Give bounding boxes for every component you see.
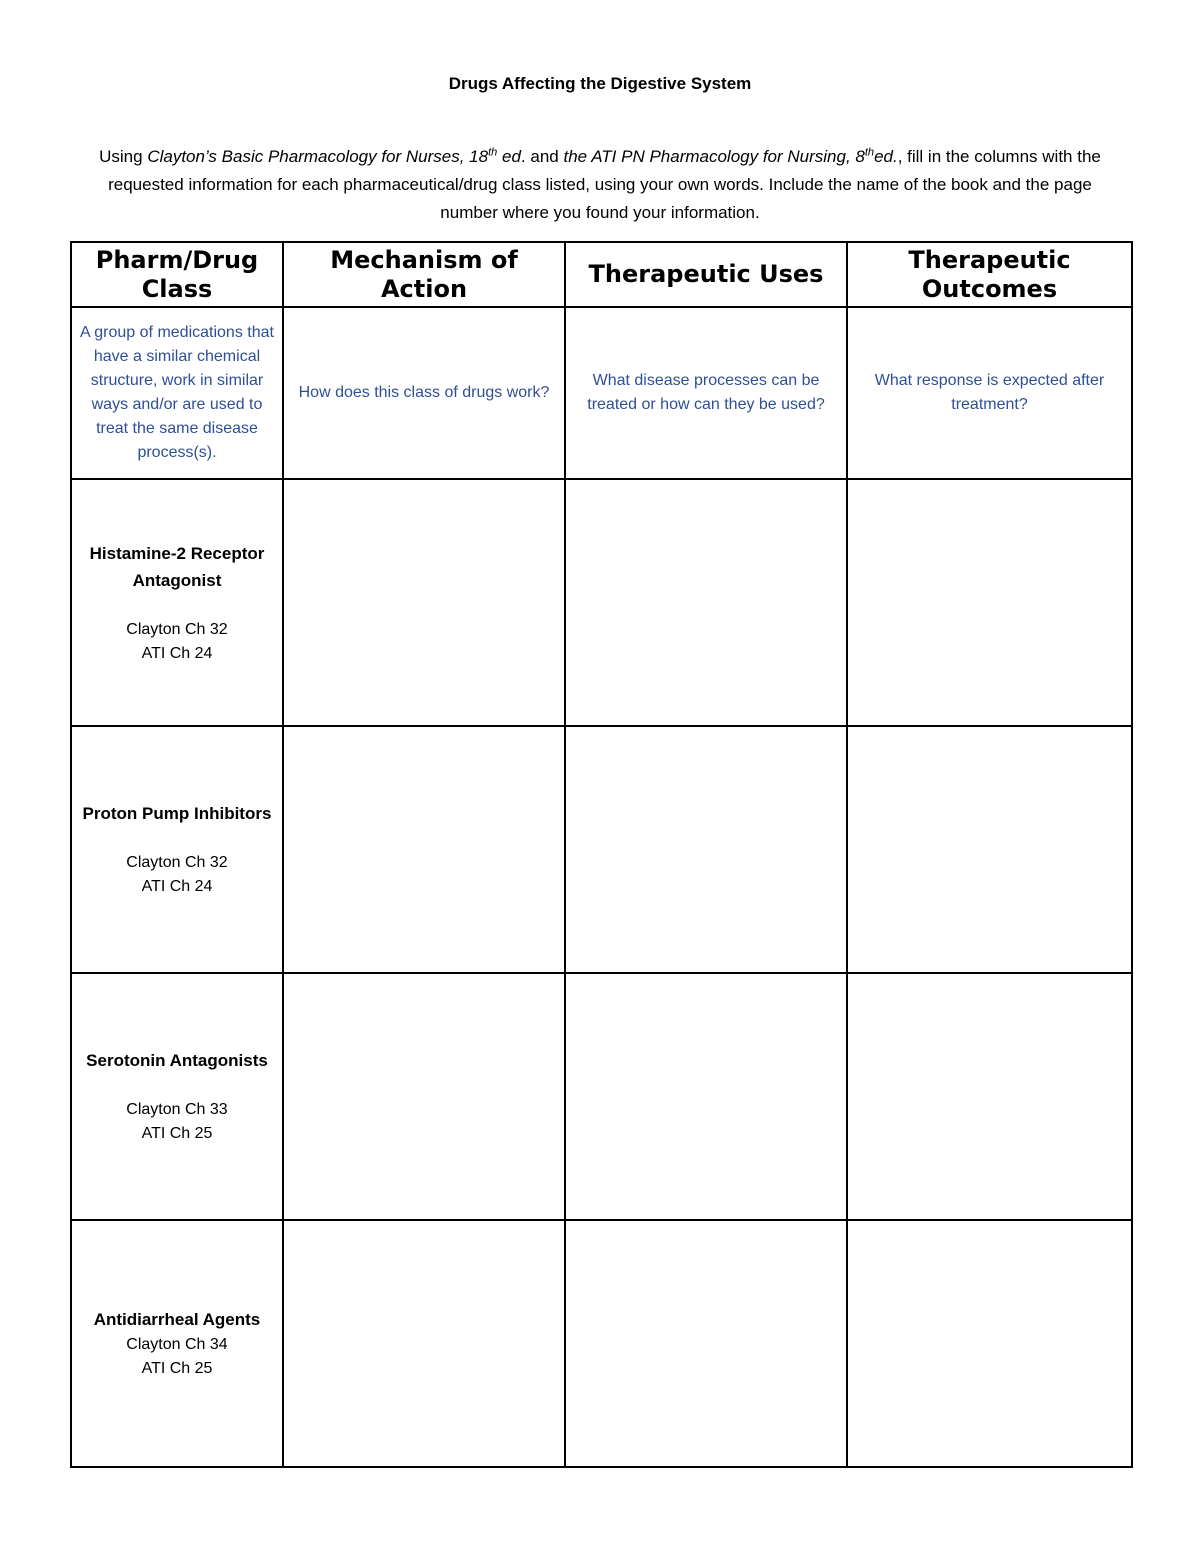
mechanism-answer-cell[interactable] — [283, 726, 565, 973]
drug-class-cell — [71, 1220, 283, 1467]
drug-class-cell — [71, 726, 283, 973]
drug-class-references — [80, 1098, 274, 1146]
uses-answer-cell[interactable] — [565, 479, 847, 726]
mechanism-answer-cell[interactable] — [283, 1220, 565, 1467]
drug-class-name: Antidiarrheal Agents — [93, 1310, 261, 1329]
header-uses: Therapeutic Uses — [565, 242, 847, 307]
drug-class-table — [70, 241, 1133, 1468]
drug-class-name: Serotonin Antagonists — [86, 1051, 268, 1070]
uses-answer-cell[interactable] — [565, 1220, 847, 1467]
table-row — [71, 1220, 1132, 1467]
header-drug-class: Pharm/Drug Class — [71, 242, 283, 307]
table-header-row — [71, 242, 1132, 307]
description-drug-class: A group of medications that have a similar chemical structure, work in similar ways and/or are used to treat the same disease process(s). — [71, 307, 283, 479]
drug-class-references — [80, 1333, 274, 1381]
reference-clayton: Clayton Ch 32 — [126, 854, 228, 871]
outcomes-answer-cell[interactable] — [847, 1220, 1132, 1467]
reference-ati: ATI Ch 24 — [141, 644, 213, 662]
drug-class-references — [80, 618, 274, 666]
drug-class-name: Proton Pump Inhibitors — [82, 804, 272, 823]
description-outcomes: What response is expected after treatment? — [847, 307, 1132, 479]
outcomes-answer-cell[interactable] — [847, 973, 1132, 1220]
page-title: Drugs Affecting the Digestive System — [448, 74, 752, 93]
book-title-clayton: Clayton’s Basic Pharmacology for Nurses, 18th ed — [147, 146, 521, 166]
mechanism-answer-cell[interactable] — [283, 973, 565, 1220]
header-mechanism: Mechanism of Action — [283, 242, 565, 307]
mechanism-answer-cell[interactable] — [283, 479, 565, 726]
instructions-paragraph: Using Clayton’s Basic Pharmacology for Nurses, 18th ed. and the ATI PN Pharmacology for Nursing, 8thed., fill in the columns with the requested information for each pharmaceutical/drug class listed, using your own words. Include the name of the book and the page number where you found your information. — [99, 146, 1101, 222]
drug-class-cell — [71, 973, 283, 1220]
table-row — [71, 973, 1132, 1220]
book-title-ati: the ATI PN Pharmacology for Nursing, 8thed. — [563, 146, 898, 166]
reference-clayton: Clayton Ch 33 — [126, 1101, 228, 1118]
description-mechanism: How does this class of drugs work? — [283, 307, 565, 479]
drug-class-name: Histamine-2 Receptor Antagonist — [89, 543, 265, 590]
drug-class-cell — [71, 479, 283, 726]
description-uses: What disease processes can be treated or how can they be used? — [565, 307, 847, 479]
outcomes-answer-cell[interactable] — [847, 479, 1132, 726]
drug-class-references — [80, 851, 274, 899]
header-outcomes: Therapeutic Outcomes — [847, 242, 1132, 307]
reference-clayton: Clayton Ch 34 — [126, 1336, 228, 1353]
table-row — [71, 726, 1132, 973]
table-row — [71, 479, 1132, 726]
uses-answer-cell[interactable] — [565, 973, 847, 1220]
reference-ati: ATI Ch 25 — [141, 1125, 213, 1142]
description-row — [71, 307, 1132, 479]
reference-clayton: Clayton Ch 32 — [126, 620, 228, 638]
reference-ati: ATI Ch 24 — [141, 878, 213, 895]
reference-ati: ATI Ch 25 — [141, 1360, 213, 1377]
outcomes-answer-cell[interactable] — [847, 726, 1132, 973]
uses-answer-cell[interactable] — [565, 726, 847, 973]
